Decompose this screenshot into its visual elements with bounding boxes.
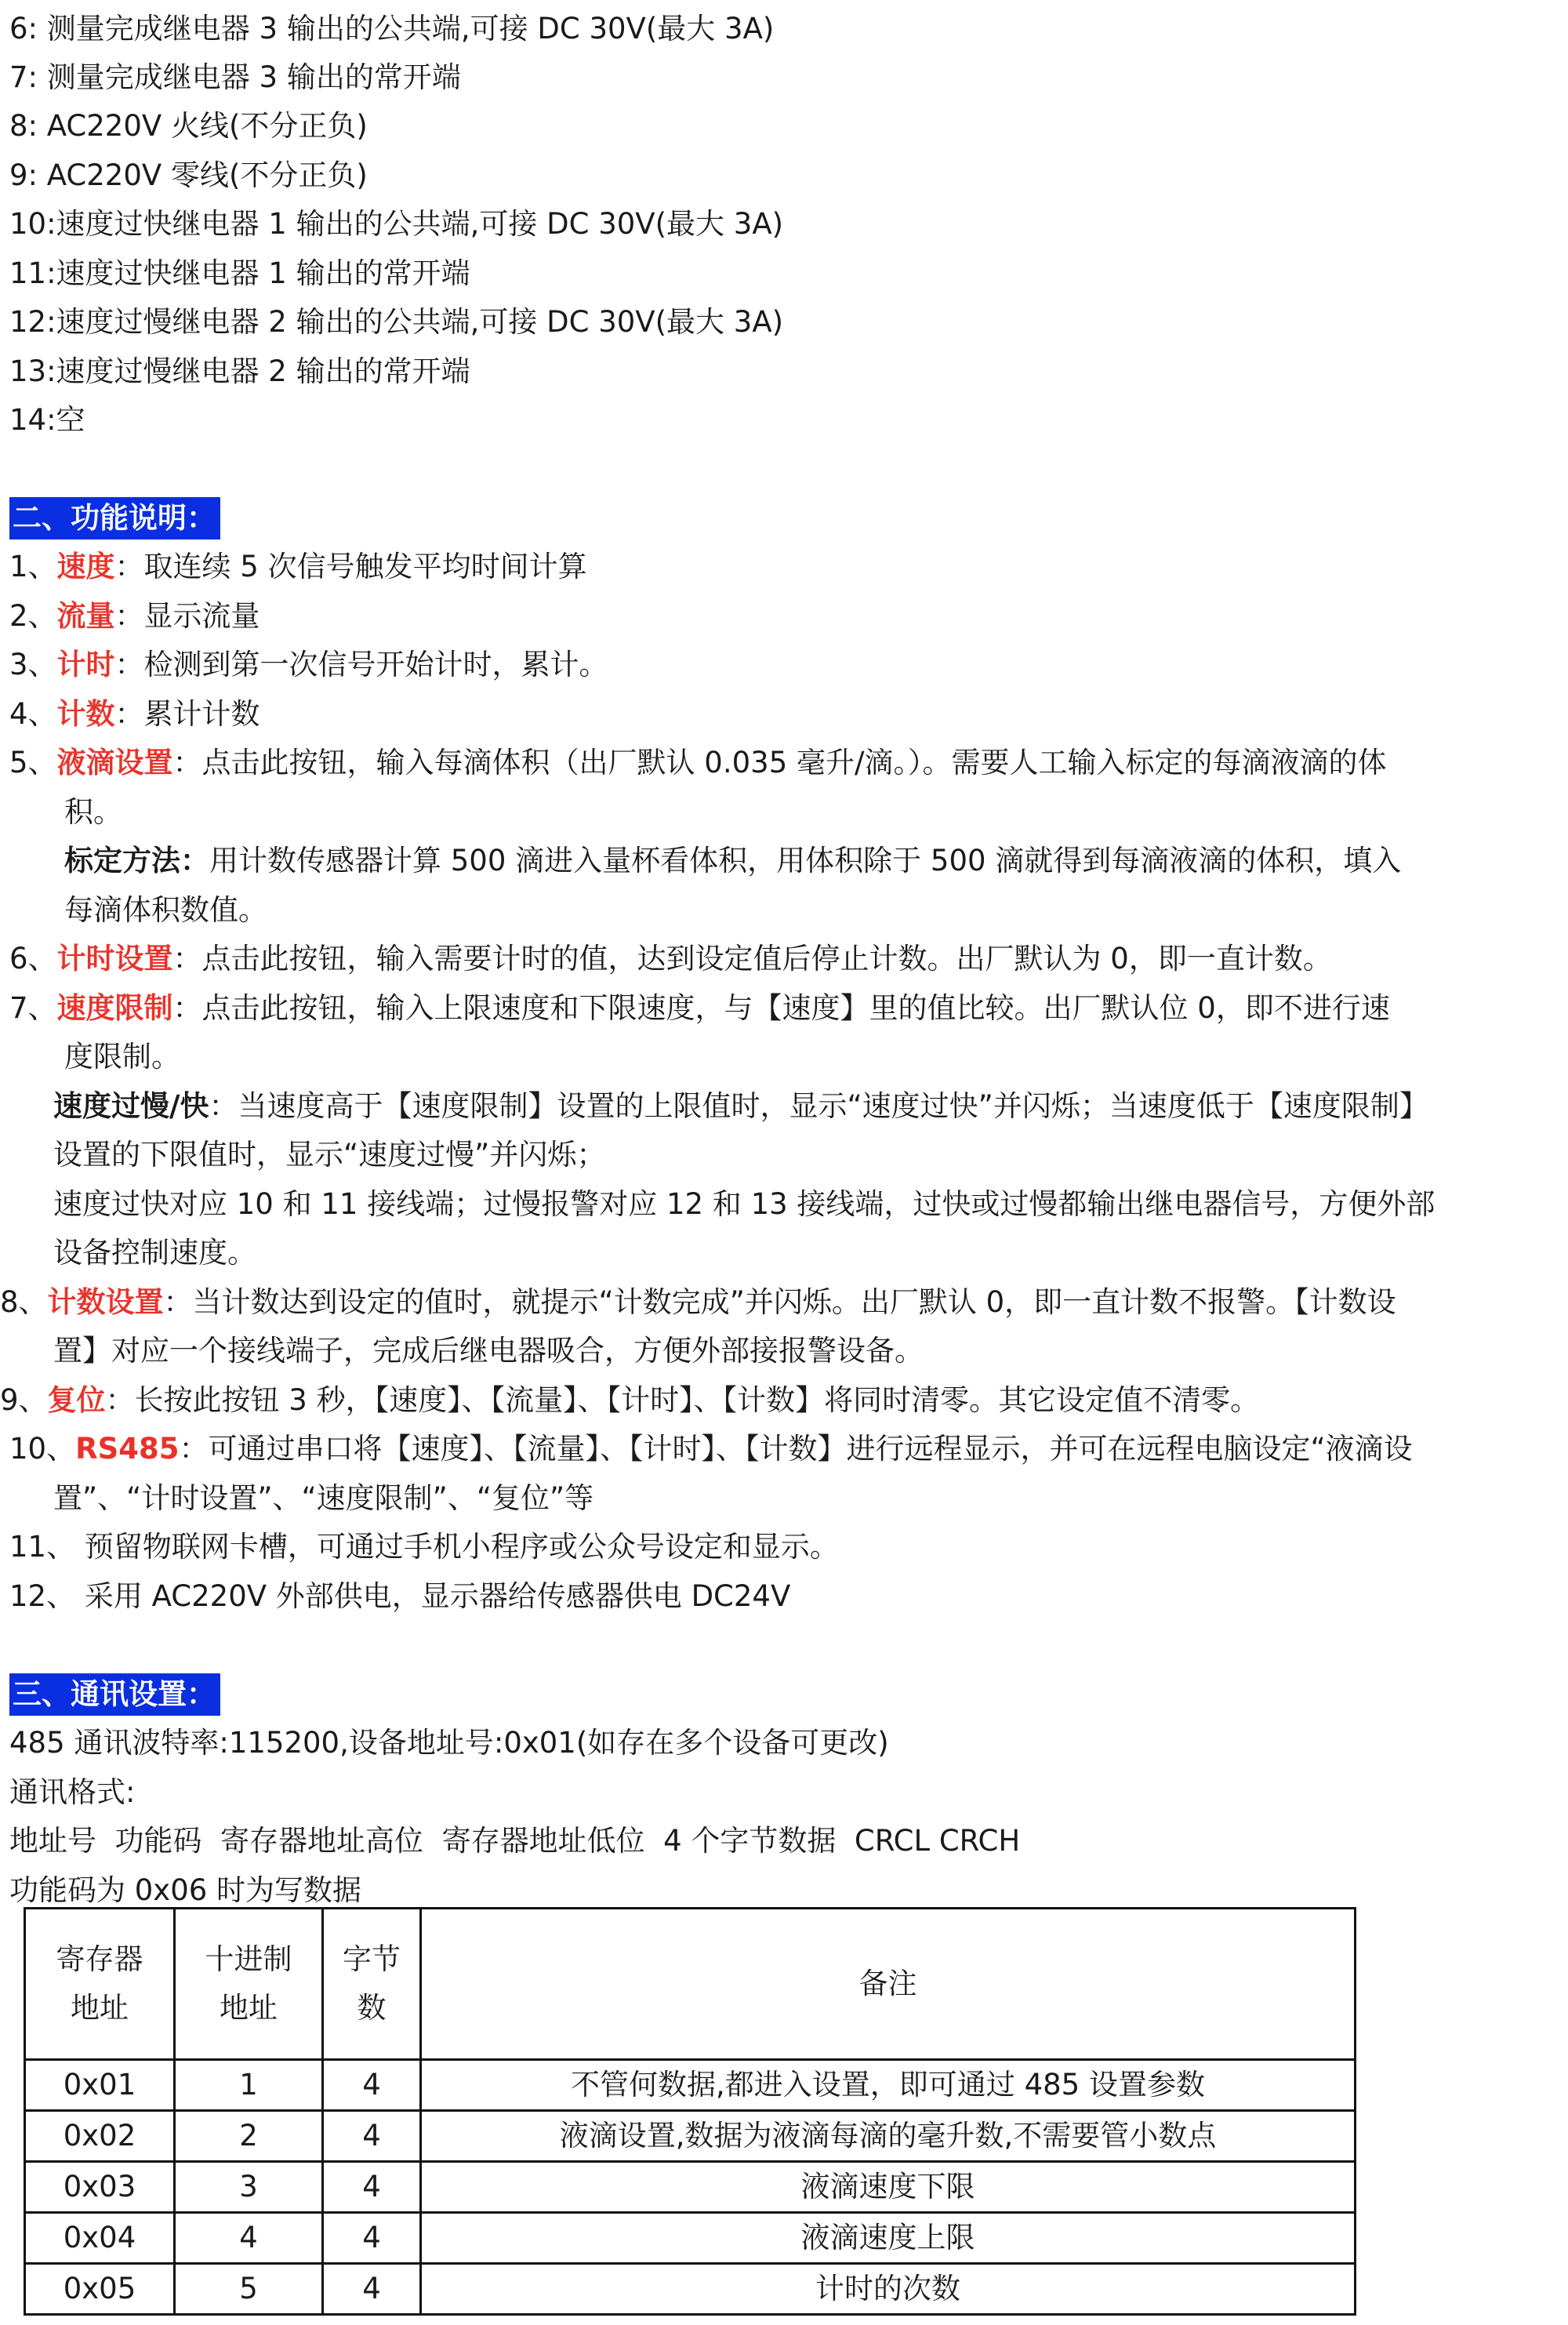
function-key: 计时 bbox=[56, 648, 115, 681]
section-heading-label: 二、功能说明： bbox=[9, 497, 220, 539]
function-item: 6、计时设置：点击此按钮，输入需要计时的值，达到设定值后停止计数。出厂默认为 0，即一直计数。 bbox=[9, 942, 1332, 975]
table-row bbox=[25, 2162, 1356, 2213]
function-item: 1、速度：取连续 5 次信号触发平均时间计算 bbox=[9, 550, 587, 583]
comm-line: 通讯格式: bbox=[9, 1775, 136, 1809]
terminal-line: 8: AC220V 火线(不分正负) bbox=[9, 109, 368, 143]
function-item: 2、流量：显示流量 bbox=[9, 599, 260, 633]
function-key: 复位 bbox=[47, 1383, 106, 1417]
terminal-line: 7: 测量完成继电器 3 输出的常开端 bbox=[9, 60, 461, 94]
table-cell: 液滴速度下限 bbox=[421, 2162, 1356, 2213]
speed-note-continued: 速度过快对应 10 和 11 接线端；过慢报警对应 12 和 13 接线端，过快或过慢都输出继电器信号，方便外部 bbox=[53, 1187, 1436, 1221]
comm-line: 485 通讯波特率:115200,设备地址号:0x01(如存在多个设备可更改) bbox=[9, 1726, 889, 1760]
function-item: 9、复位：长按此按钮 3 秒，【速度】、【流量】、【计时】、【计数】将同时清零。其它设定值不清零。 bbox=[0, 1383, 1260, 1417]
terminal-line: 10:速度过快继电器 1 输出的公共端,可接 DC 30V(最大 3A) bbox=[9, 207, 784, 241]
speed-note-continued: 设置的下限值时，显示“速度过慢”并闪烁； bbox=[53, 1138, 606, 1172]
terminal-line: 9: AC220V 零线(不分正负) bbox=[9, 158, 368, 192]
column-header: 十进制 地址 bbox=[175, 1909, 323, 2060]
function-item-continued: 积。 bbox=[64, 795, 122, 829]
table-cell: 4 bbox=[323, 2060, 421, 2111]
function-item-continued: 置”、“计时设置”、“速度限制”、“复位”等 bbox=[53, 1481, 594, 1515]
function-key: 速度 bbox=[56, 550, 115, 583]
function-item: 11、 预留物联网卡槽，可通过手机小程序或公众号设定和显示。 bbox=[9, 1530, 839, 1564]
table-cell: 液滴速度上限 bbox=[421, 2213, 1356, 2264]
calibration-note-continued: 每滴体积数值。 bbox=[64, 893, 267, 927]
function-item-continued: 度限制。 bbox=[64, 1040, 180, 1073]
table-cell: 0x02 bbox=[25, 2111, 175, 2162]
calibration-note: 标定方法：用计数传感器计算 500 滴进入量杯看体积，用体积除于 500 滴就得到每滴液滴的体积，填入 bbox=[64, 844, 1402, 877]
table-cell: 计时的次数 bbox=[421, 2264, 1356, 2315]
function-item-continued: 置】对应一个接线端子，完成后继电器吸合，方便外部接报警设备。 bbox=[53, 1334, 924, 1368]
function-key: RS485 bbox=[75, 1432, 180, 1466]
comm-line: 功能码为 0x06 时为写数据 bbox=[9, 1873, 362, 1907]
table-cell: 4 bbox=[323, 2213, 421, 2264]
column-header: 寄存器 地址 bbox=[25, 1909, 175, 2060]
terminal-line: 6: 测量完成继电器 3 输出的公共端,可接 DC 30V(最大 3A) bbox=[9, 12, 775, 45]
function-key: 计数 bbox=[56, 697, 115, 731]
comm-line: 地址号 功能码 寄存器地址高位 寄存器地址低位 4 个字节数据 CRCL CRCH bbox=[9, 1824, 1021, 1858]
function-item: 5、液滴设置：点击此按钮，输入每滴体积（出厂默认 0.035 毫升/滴。）。需要人工输入标定的每滴液滴的体 bbox=[9, 746, 1387, 779]
table-cell: 0x03 bbox=[25, 2162, 175, 2213]
table-cell: 4 bbox=[323, 2111, 421, 2162]
function-key: 速度限制 bbox=[56, 991, 173, 1025]
calibration-label: 标定方法： bbox=[64, 844, 209, 877]
function-item: 3、计时：检测到第一次信号开始计时，累计。 bbox=[9, 648, 608, 681]
table-cell: 2 bbox=[175, 2111, 323, 2162]
terminal-line: 14:空 bbox=[9, 403, 85, 437]
table-row bbox=[25, 2264, 1356, 2315]
function-key: 计数设置 bbox=[47, 1285, 164, 1319]
terminal-line: 13:速度过慢继电器 2 输出的常开端 bbox=[9, 354, 470, 388]
table-cell: 0x01 bbox=[25, 2060, 175, 2111]
table-cell: 不管何数据,都进入设置，即可通过 485 设置参数 bbox=[421, 2060, 1356, 2111]
function-item: 8、计数设置：当计数达到设定的值时，就提示“计数完成”并闪烁。出厂默认 0，即一直计数不报警。【计数设 bbox=[0, 1285, 1396, 1319]
table-cell: 1 bbox=[175, 2060, 323, 2111]
table-cell: 4 bbox=[323, 2264, 421, 2315]
terminal-line: 11:速度过快继电器 1 输出的常开端 bbox=[9, 256, 470, 290]
table-cell: 4 bbox=[175, 2213, 323, 2264]
function-item: 4、计数：累计计数 bbox=[9, 697, 260, 731]
table-cell: 0x04 bbox=[25, 2213, 175, 2264]
table-header-row bbox=[25, 1909, 1356, 2060]
function-item: 12、 采用 AC220V 外部供电，显示器给传感器供电 DC24V bbox=[9, 1579, 791, 1613]
table-cell: 5 bbox=[175, 2264, 323, 2315]
register-table bbox=[24, 1907, 1356, 2316]
section-heading bbox=[9, 1670, 220, 1719]
function-item: 7、速度限制：点击此按钮，输入上限速度和下限速度，与【速度】里的值比较。出厂默认位 0，即不进行速 bbox=[9, 991, 1390, 1025]
terminal-line: 12:速度过慢继电器 2 输出的公共端,可接 DC 30V(最大 3A) bbox=[9, 305, 784, 339]
section-heading bbox=[9, 494, 220, 543]
function-key: 液滴设置 bbox=[56, 746, 173, 779]
function-item: 10、RS485：可通过串口将【速度】、【流量】、【计时】、【计数】进行远程显示，并可在远程电脑设定“液滴设 bbox=[9, 1432, 1413, 1466]
function-key: 流量 bbox=[56, 599, 115, 633]
column-header: 备注 bbox=[421, 1909, 1356, 2060]
table-row bbox=[25, 2111, 1356, 2162]
table-row bbox=[25, 2060, 1356, 2111]
table-cell: 0x05 bbox=[25, 2264, 175, 2315]
table-cell: 3 bbox=[175, 2162, 323, 2213]
table-cell: 液滴设置,数据为液滴每滴的毫升数,不需要管小数点 bbox=[421, 2111, 1356, 2162]
section-heading-label: 三、通讯设置： bbox=[9, 1673, 220, 1716]
speed-note-label: 速度过慢/快 bbox=[53, 1089, 209, 1123]
table-cell: 4 bbox=[323, 2162, 421, 2213]
speed-note: 速度过慢/快：当速度高于【速度限制】设置的上限值时，显示“速度过快”并闪烁；当速度低于【速度限制】 bbox=[53, 1089, 1428, 1123]
function-key: 计时设置 bbox=[56, 942, 173, 975]
column-header: 字节 数 bbox=[323, 1909, 421, 2060]
table-row bbox=[25, 2213, 1356, 2264]
speed-note-continued: 设备控制速度。 bbox=[53, 1236, 256, 1270]
